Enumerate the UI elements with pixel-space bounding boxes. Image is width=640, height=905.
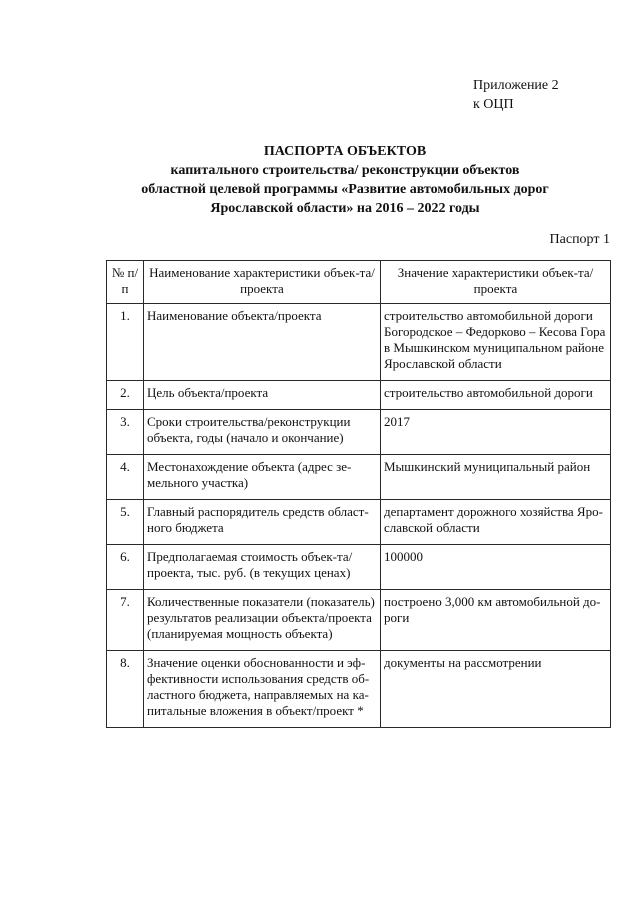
table-row	[107, 455, 611, 500]
document-title	[80, 142, 610, 218]
row-name: Цель объекта/проекта	[144, 381, 381, 410]
header-value: Значение характеристики объек-та/проекта	[381, 261, 611, 304]
row-name: Главный распорядитель средств област-ного бюджета	[144, 500, 381, 545]
title-line-2: капитального строительства/ реконструкции объектов	[170, 163, 520, 178]
title-line-4: Ярославской области» на 2016 – 2022 годы	[210, 201, 480, 216]
header-num: № п/п	[107, 261, 144, 304]
row-name: Сроки строительства/реконструкции объекта, годы (начало и окончание)	[144, 410, 381, 455]
row-num: 1.	[107, 304, 144, 381]
table-row	[107, 590, 611, 651]
row-name: Наименование объекта/проекта	[144, 304, 381, 381]
row-num: 8.	[107, 651, 144, 728]
row-value: строительство автомобильной дороги Богородское – Федорково – Кесова Гора в Мышкинском муниципальном районе Ярославской области	[381, 304, 611, 381]
row-name: Количественные показатели (показатель) результатов реализации объекта/проекта (планируемая мощность объекта)	[144, 590, 381, 651]
annex-line-1: Приложение 2	[473, 78, 559, 93]
row-value: 100000	[381, 545, 611, 590]
row-value: строительство автомобильной дороги	[381, 381, 611, 410]
row-value: документы на рассмотрении	[381, 651, 611, 728]
row-num: 4.	[107, 455, 144, 500]
title-line-3: областной целевой программы «Развитие автомобильных дорог	[141, 182, 549, 197]
title-line-1: ПАСПОРТА ОБЪЕКТОВ	[263, 144, 427, 159]
passport-table	[106, 260, 611, 728]
annex-line-2: к ОЦП	[473, 97, 514, 112]
row-name: Предполагаемая стоимость объек-та/проекта, тыс. руб. (в текущих ценах)	[144, 545, 381, 590]
row-num: 5.	[107, 500, 144, 545]
row-value: 2017	[381, 410, 611, 455]
row-num: 7.	[107, 590, 144, 651]
row-num: 3.	[107, 410, 144, 455]
table-row	[107, 381, 611, 410]
table-row	[107, 304, 611, 381]
table-row	[107, 651, 611, 728]
row-num: 6.	[107, 545, 144, 590]
passport-label: Паспорт 1	[549, 232, 610, 247]
table-row	[107, 500, 611, 545]
row-num: 2.	[107, 381, 144, 410]
annex-label	[473, 76, 559, 114]
table-row	[107, 410, 611, 455]
table-header-row	[107, 261, 611, 304]
row-value: департамент дорожного хозяйства Яро-славской области	[381, 500, 611, 545]
row-name: Значение оценки обоснованности и эф-фективности использования средств об-ластного бюджета, направляемых на ка-питальные вложения в объект/проект *	[144, 651, 381, 728]
row-value: построено 3,000 км автомобильной до-роги	[381, 590, 611, 651]
row-value: Мышкинский муниципальный район	[381, 455, 611, 500]
table-row	[107, 545, 611, 590]
row-name: Местонахождение объекта (адрес зе-мельного участка)	[144, 455, 381, 500]
header-name: Наименование характеристики объек-та/проекта	[144, 261, 381, 304]
